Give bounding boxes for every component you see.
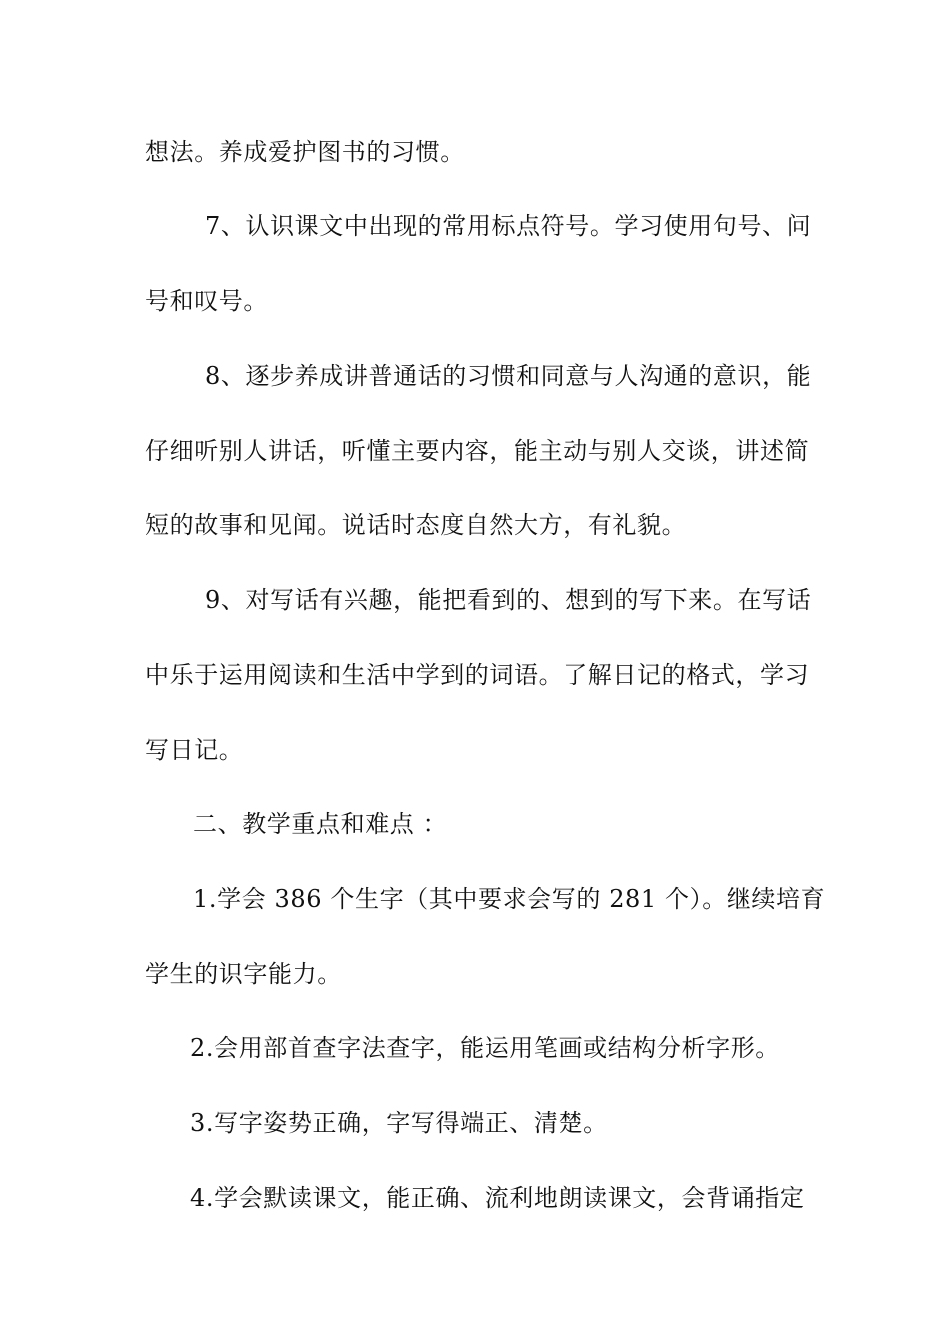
paragraph-line: 短的故事和见闻。说话时态度自然大方，有礼貌。 — [145, 511, 687, 539]
paragraph-line: 写日记。 — [145, 736, 244, 764]
paragraph-line: 学生的识字能力。 — [145, 960, 342, 988]
paragraph-line: 7、认识课文中出现的常用标点符号。学习使用句号、问 — [205, 212, 812, 240]
paragraph-line: 2.会用部首查字法查字，能运用笔画或结构分析字形。 — [190, 1034, 780, 1062]
paragraph-line: 号和叹号。 — [145, 287, 268, 315]
paragraph-line: 想法。养成爱护图书的习惯。 — [145, 138, 465, 166]
section-heading: 二、教学重点和难点 ： — [193, 810, 448, 838]
paragraph-line: 8、逐步养成讲普通话的习惯和同意与人沟通的意识，能 — [205, 362, 812, 390]
paragraph-line: 9、对写话有兴趣，能把看到的、想到的写下来。在写话 — [205, 586, 812, 614]
paragraph-line: 1.学会 386 个生字（其中要求会写的 281 个）。继续培育 — [193, 885, 826, 913]
paragraph-line: 仔细听别人讲话，听懂主要内容，能主动与别人交谈，讲述简 — [145, 437, 810, 465]
paragraph-line: 中乐于运用阅读和生活中学到的词语。了解日记的格式，学习 — [145, 661, 810, 689]
paragraph-line: 4.学会默读课文，能正确、流利地朗读课文，会背诵指定 — [190, 1184, 805, 1212]
paragraph-line: 3.写字姿势正确，字写得端正、清楚。 — [190, 1109, 608, 1137]
